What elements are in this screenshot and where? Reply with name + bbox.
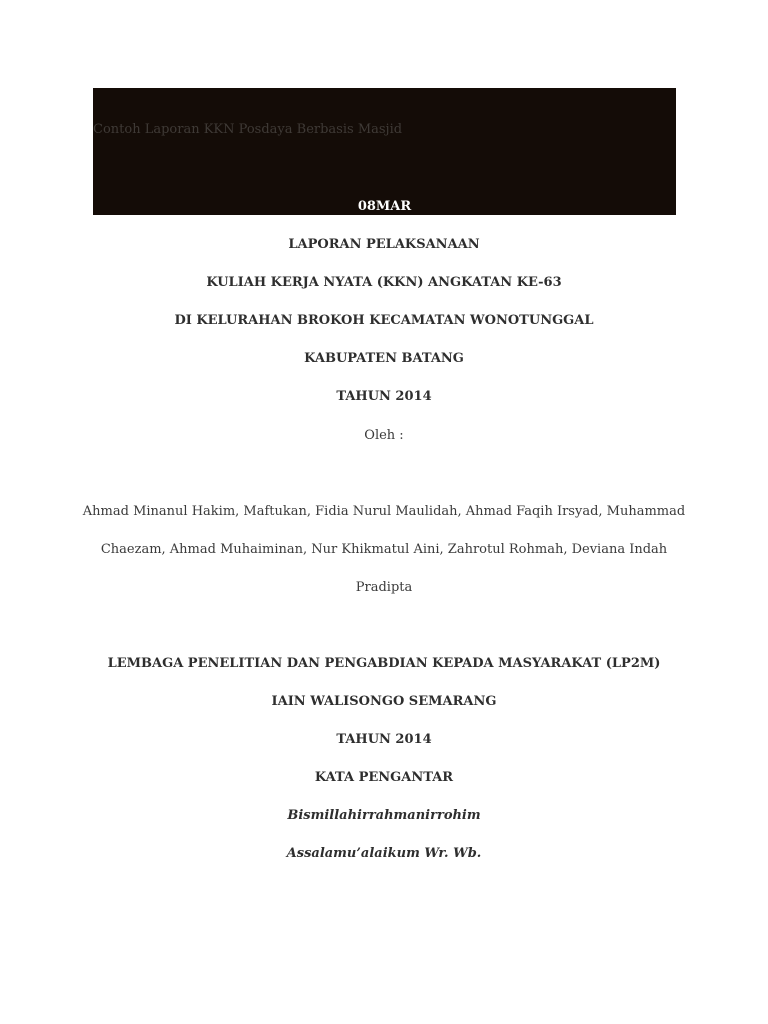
institution-line-2: IAIN WALISONGO SEMARANG bbox=[271, 694, 497, 709]
authors-line-2: Chaezam, Ahmad Muhaiminan, Nur Khikmatul Aini, Zahrotul Rohmah, Deviana Indah bbox=[100, 542, 668, 557]
post-title[interactable]: Contoh Laporan KKN Posdaya Berbasis Masjid bbox=[93, 122, 403, 137]
institution-line-1: LEMBAGA PENELITIAN DAN PENGABDIAN KEPADA MASYARAKAT (LP2M) bbox=[107, 656, 661, 671]
heading-line-3: DI KELURAHAN BROKOH KECAMATAN WONOTUNGGAL bbox=[174, 313, 594, 328]
header-banner bbox=[93, 88, 676, 215]
heading-line-2: KULIAH KERJA NYATA (KKN) ANGKATAN KE-63 bbox=[206, 275, 562, 290]
opening-line-1: Bismillahirrahmanirrohim bbox=[287, 808, 481, 823]
authors-line-3: Pradipta bbox=[355, 580, 413, 595]
heading-line-4: KABUPATEN BATANG bbox=[304, 351, 464, 366]
opening-line-2: Assalamu’alaikum Wr. Wb. bbox=[286, 846, 482, 861]
authors-line-1: Ahmad Minanul Hakim, Maftukan, Fidia Nurul Maulidah, Ahmad Faqih Irsyad, Muhammad bbox=[82, 504, 686, 519]
heading-line-5: TAHUN 2014 bbox=[336, 389, 432, 404]
institution-line-3: TAHUN 2014 bbox=[336, 732, 432, 747]
by-label: Oleh : bbox=[364, 428, 404, 443]
post-date: 08MAR bbox=[357, 199, 412, 214]
section-title: KATA PENGANTAR bbox=[314, 770, 454, 785]
heading-line-1: LAPORAN PELAKSANAAN bbox=[288, 237, 480, 252]
